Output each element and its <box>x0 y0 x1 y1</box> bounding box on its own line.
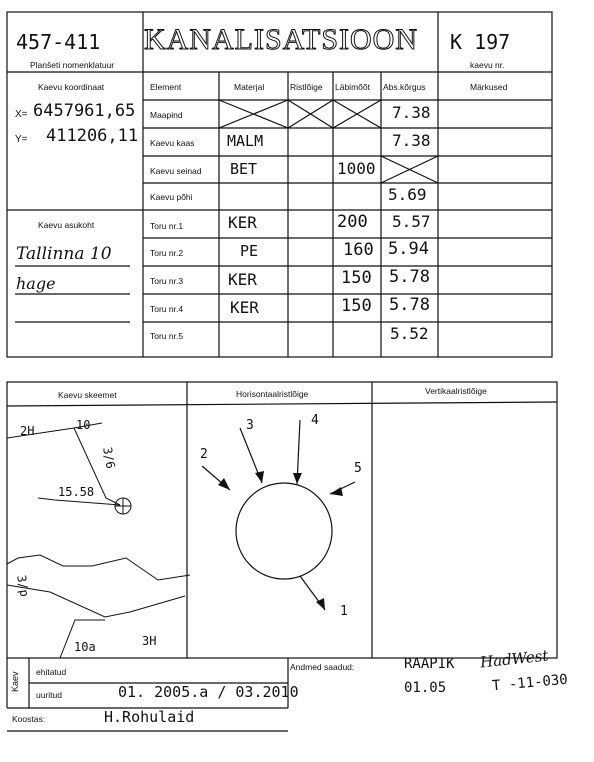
row-diameter: 1000 <box>337 159 376 178</box>
site-scheme-label: Kaevu skeemet <box>58 390 117 400</box>
row-element: Kaevu põhi <box>150 192 193 202</box>
row-material: MALM <box>227 132 264 150</box>
surveyed-label: uuritud <box>36 690 62 700</box>
row-material: KER <box>228 270 257 289</box>
x-coordinate: 6457961,65 <box>33 101 136 121</box>
coordinates-label: Kaevu koordinaat <box>38 82 105 92</box>
row-diameter: 150 <box>341 268 372 288</box>
data-source-label: Andmed saadud: <box>290 662 355 672</box>
pipe-number: 4 <box>311 413 319 428</box>
header-material: Materjal <box>234 82 265 92</box>
document-title: KANALISATSIOON <box>144 23 418 56</box>
y-prefix: Y= <box>15 134 28 145</box>
map-text: 3/p <box>14 574 32 598</box>
row-element: Toru nr.3 <box>150 276 184 286</box>
location-label: Kaevu asukoht <box>38 220 95 230</box>
vertical-section-label: Vertikaalristlõige <box>425 386 487 396</box>
row-abs-height: 5.78 <box>389 295 430 315</box>
pipe-number: 3 <box>246 418 254 433</box>
compiled-label: Koostas: <box>12 714 46 724</box>
pipe-number: 5 <box>354 461 362 476</box>
y-coordinate: 411206,11 <box>46 126 139 146</box>
row-abs-height: 7.38 <box>392 103 431 122</box>
map-text: 3/6 <box>100 446 118 470</box>
x-prefix: X= <box>15 109 28 120</box>
horizontal-section-sketch <box>202 420 355 610</box>
header-element: Element <box>150 82 182 92</box>
location-line1: Tallinna 10 <box>16 244 112 264</box>
row-abs-height: 5.52 <box>390 324 429 343</box>
header-abs-height: Abs.kõrgus <box>383 82 426 92</box>
well-number-label: kaevu nr. <box>470 60 505 70</box>
map-text: 10 <box>76 418 91 432</box>
header-diameter: Läbimõõt <box>335 82 370 92</box>
row-element: Maapind <box>150 110 183 120</box>
row-abs-height: 5.69 <box>388 185 427 204</box>
row-element: Kaevu seinad <box>150 166 202 176</box>
row-abs-height: 5.94 <box>388 239 429 259</box>
row-abs-height: 5.78 <box>389 267 430 287</box>
sheet-number-label: Planšeti nomenklatuur <box>30 60 115 70</box>
horizontal-section-label: Horisontaalristlõige <box>236 389 309 399</box>
row-element: Toru nr.1 <box>150 221 184 231</box>
map-text: 2H <box>20 424 35 438</box>
row-diameter: 150 <box>341 296 372 316</box>
built-label: ehitatud <box>36 667 67 677</box>
row-material: KER <box>228 213 257 232</box>
row-diameter: 160 <box>343 240 374 260</box>
map-text: 10a <box>74 640 96 654</box>
data-source-note-1: HadWest <box>479 646 550 672</box>
row-diameter: 200 <box>337 212 368 232</box>
row-element: Toru nr.5 <box>150 331 184 341</box>
data-source-date: 01.05 <box>404 680 447 696</box>
well-number: K 197 <box>450 30 511 54</box>
sheet-number: 457-411 <box>16 30 101 54</box>
site-map-sketch <box>7 423 190 658</box>
row-element: Kaevu kaas <box>150 138 195 148</box>
row-element: Toru nr.4 <box>150 304 184 314</box>
data-source-note-2: T -11-030 <box>491 671 569 695</box>
row-abs-height: 5.57 <box>392 212 431 231</box>
pipe-number: 2 <box>200 447 208 462</box>
data-source-name: RAAPIK <box>404 656 455 672</box>
row-material: BET <box>230 160 258 178</box>
row-abs-height: 7.38 <box>392 131 431 150</box>
row-element: Toru nr.2 <box>150 248 184 258</box>
location-line2: hage <box>16 274 56 293</box>
row-material: KER <box>230 298 259 317</box>
surveyed-dates: 01. 2005.a / 03.2010 <box>118 683 299 701</box>
header-cross-section: Ristlõige <box>290 82 323 92</box>
map-text: 3H <box>142 634 157 648</box>
well-side-label: Kaev <box>10 671 20 692</box>
header-notes: Märkused <box>470 82 508 92</box>
compiled-by: H.Rohulaid <box>104 708 195 726</box>
pipe-number: 1 <box>340 604 348 619</box>
row-material: PE <box>240 242 259 260</box>
map-text: 15.58 <box>58 485 95 499</box>
